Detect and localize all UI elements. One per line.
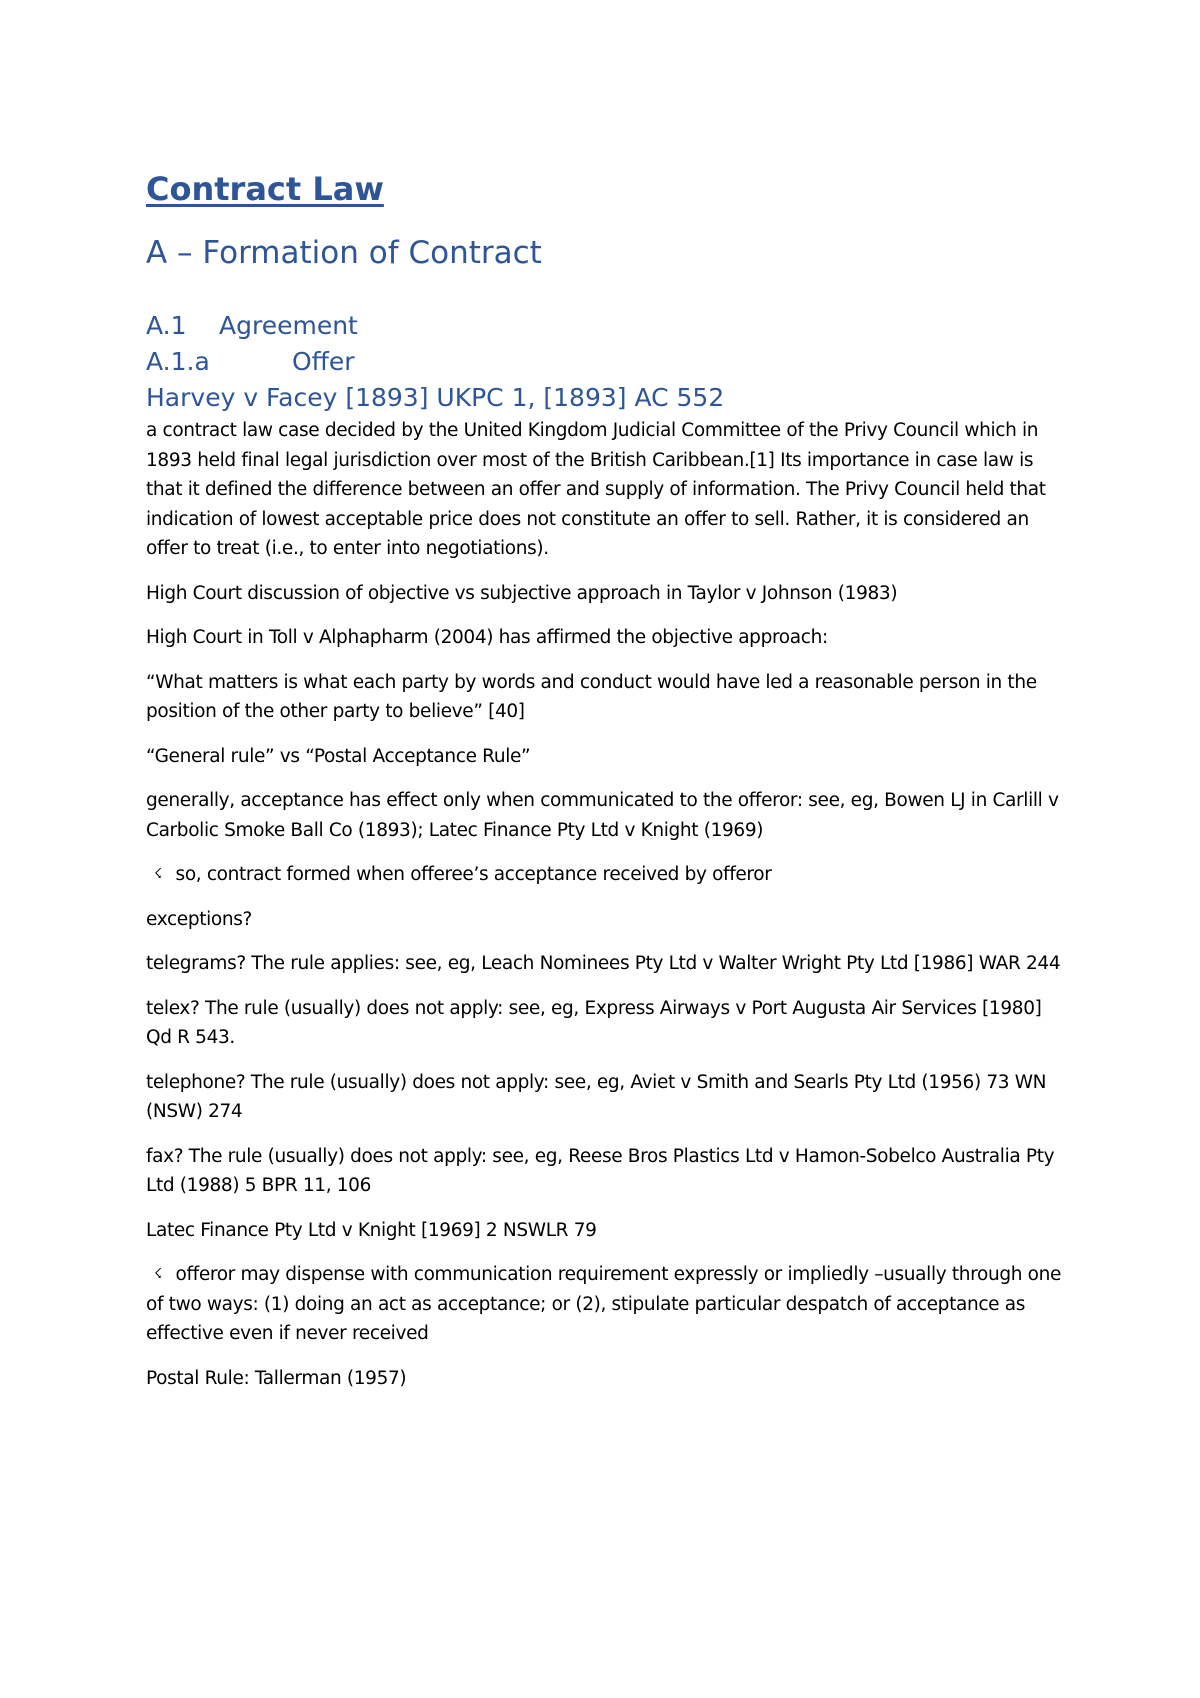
paragraph-latec-finance: Latec Finance Pty Ltd v Knight [1969] 2 NSWLR 79 bbox=[146, 1219, 597, 1241]
case-heading: Harvey v Facey [1893] UKPC 1, [1893] AC 552 bbox=[146, 383, 725, 412]
paragraph-telephone: telephone? The rule (usually) does not apply: see, eg, Aviet v Smith and Searls Pty Ltd (1956) 73 WN (NSW) 274 bbox=[146, 1071, 1047, 1122]
paragraph-postal-rule: Postal Rule: Tallerman (1957) bbox=[146, 1367, 407, 1389]
subsubsection-number: A.1.a bbox=[146, 347, 210, 376]
subsubsection-label: Offer bbox=[292, 347, 355, 376]
section-heading: A – Formation of Contract bbox=[146, 235, 542, 271]
paragraph-fax: fax? The rule (usually) does not apply: see, eg, Reese Bros Plastics Ltd v Hamon-Sobelco Australia Pty Ltd (1988) 5 BPR 11, 106 bbox=[146, 1145, 1055, 1196]
paragraph-contract-formed-text: so, contract formed when offeree’s acceptance received by offeror bbox=[175, 864, 772, 885]
paragraph-offeror-dispense bbox=[146, 1260, 1066, 1349]
paragraph-taylor-v-johnson: High Court discussion of objective vs subjective approach in Taylor v Johnson (1983) bbox=[146, 582, 898, 604]
arrow-bullet-icon: ☇ bbox=[154, 866, 162, 882]
arrow-bullet-icon: ☇ bbox=[154, 1266, 162, 1282]
subsection-heading bbox=[146, 308, 1066, 344]
paragraph-harvey-v-facey: a contract law case decided by the United Kingdom Judicial Committee of the Privy Council which in 1893 held final legal jurisdiction over most of the British Caribbean.[1] Its importance in case law is that it defined the difference between an offer and supply of information. The Privy Council held that indication of lowest acceptable price does not constitute an offer to sell. Rather, it is considered an offer to treat (i.e., to enter into negotiations). bbox=[146, 420, 1046, 559]
paragraph-acceptance: generally, acceptance has effect only when communicated to the offeror: see, eg, Bowen LJ in Carlill v Carbolic Smoke Ball Co (1893); Latec Finance Pty Ltd v Knight (1969) bbox=[146, 790, 1059, 841]
subsubsection-heading bbox=[146, 344, 1066, 380]
document-page bbox=[146, 168, 1066, 1408]
subsection-label: Agreement bbox=[219, 311, 358, 340]
paragraph-contract-formed bbox=[146, 860, 1066, 890]
paragraph-offeror-dispense-text: offeror may dispense with communication requirement expressly or impliedly –usually through one of two ways: (1) doing an act as acceptance; or (2), stipulate particular despatch of acceptance as effective even if never received bbox=[146, 1264, 1062, 1344]
paragraph-exceptions: exceptions? bbox=[146, 908, 253, 930]
document-title: Contract Law bbox=[146, 170, 384, 208]
paragraph-toll-v-alphapharm: High Court in Toll v Alphapharm (2004) has affirmed the objective approach: bbox=[146, 627, 828, 648]
paragraph-quote: “What matters is what each party by words and conduct would have led a reasonable person in the position of the other party to believe” [40] bbox=[146, 671, 1037, 722]
paragraph-general-rule: “General rule” vs “Postal Acceptance Rule” bbox=[146, 745, 531, 767]
paragraph-telegrams: telegrams? The rule applies: see, eg, Leach Nominees Pty Ltd v Walter Wright Pty Ltd [1986] WAR 244 bbox=[146, 953, 1061, 974]
subsection-number: A.1 bbox=[146, 311, 187, 340]
paragraph-telex: telex? The rule (usually) does not apply: see, eg, Express Airways v Port Augusta Air Services [1980] Qd R 543. bbox=[146, 997, 1042, 1048]
